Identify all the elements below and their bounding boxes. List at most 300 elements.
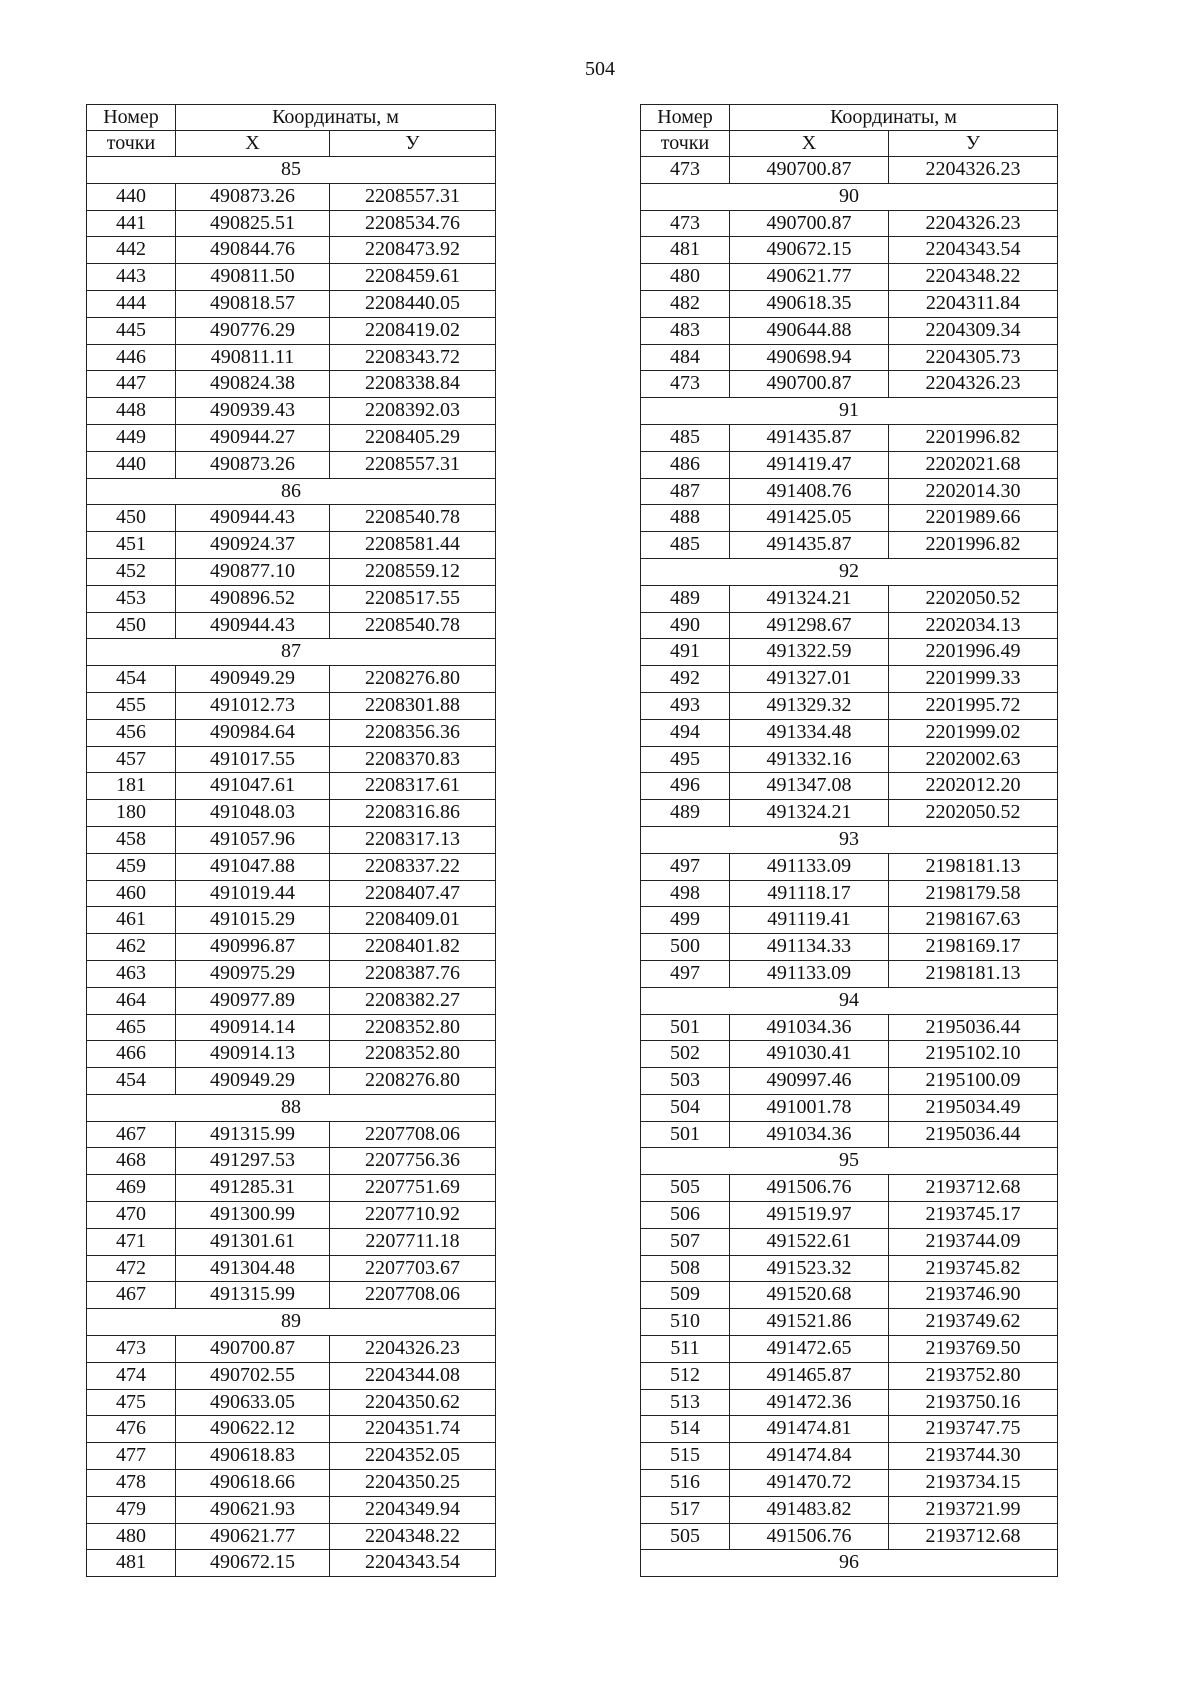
table-row [87,424,496,451]
table-row [641,1523,1058,1550]
point-number-header-line2: точки [641,131,730,157]
table-row [641,907,1058,934]
x-coordinate-cell: 491047.88 [176,853,330,880]
table-row [641,1389,1058,1416]
x-coordinate-cell: 491301.61 [176,1228,330,1255]
table-row [641,639,1058,666]
point-number-cell: 468 [87,1148,176,1175]
x-coordinate-cell: 491483.82 [730,1496,889,1523]
point-number-cell: 472 [87,1255,176,1282]
x-coordinate-cell: 490621.77 [730,264,889,291]
y-coordinate-cell: 2198181.13 [889,853,1058,880]
x-coordinate-cell: 490644.88 [730,317,889,344]
table-row [641,210,1058,237]
y-coordinate-cell: 2193745.17 [889,1202,1058,1229]
y-coordinate-cell: 2204309.34 [889,317,1058,344]
y-coordinate-cell: 2208540.78 [330,505,496,532]
point-number-cell: 489 [641,585,730,612]
point-number-cell: 498 [641,880,730,907]
x-coordinate-cell: 491315.99 [176,1282,330,1309]
y-coordinate-cell: 2204350.62 [330,1389,496,1416]
table-row [87,934,496,961]
table-row [641,773,1058,800]
x-coordinate-cell: 491324.21 [730,800,889,827]
x-coordinate-cell: 490622.12 [176,1416,330,1443]
point-number-cell: 479 [87,1496,176,1523]
point-number-cell: 487 [641,478,730,505]
x-coordinate-cell: 490700.87 [730,371,889,398]
table-row [87,1496,496,1523]
table-row [641,612,1058,639]
point-number-cell: 501 [641,1121,730,1148]
point-number-cell: 510 [641,1309,730,1336]
table-row [641,264,1058,291]
point-number-cell: 454 [87,1068,176,1095]
point-number-cell: 501 [641,1014,730,1041]
x-coordinate-cell: 491474.81 [730,1416,889,1443]
table-row [87,1336,496,1363]
y-coordinate-cell: 2208392.03 [330,398,496,425]
table-row [641,800,1058,827]
point-number-cell: 440 [87,451,176,478]
y-coordinate-cell: 2208440.05 [330,290,496,317]
point-number-cell: 471 [87,1228,176,1255]
y-coordinate-cell: 2201996.82 [889,532,1058,559]
y-coordinate-cell: 2208316.86 [330,800,496,827]
point-number-cell: 458 [87,826,176,853]
point-number-cell: 494 [641,719,730,746]
table-row [641,290,1058,317]
table-row [641,237,1058,264]
point-number-cell: 513 [641,1389,730,1416]
table-row [87,746,496,773]
point-number-cell: 481 [87,1550,176,1577]
point-number-cell: 475 [87,1389,176,1416]
x-coordinate-cell: 491285.31 [176,1175,330,1202]
table-row [87,692,496,719]
y-coordinate-cell: 2193744.30 [889,1443,1058,1470]
point-number-header-line1: Номер [87,105,176,131]
x-coordinate-cell: 491523.32 [730,1255,889,1282]
y-coordinate-cell: 2208559.12 [330,558,496,585]
y-coordinate-cell: 2193712.68 [889,1523,1058,1550]
x-coordinate-cell: 490873.26 [176,451,330,478]
table-row [641,157,1058,184]
table-row [641,1228,1058,1255]
point-number-cell: 515 [641,1443,730,1470]
x-coordinate-cell: 491521.86 [730,1309,889,1336]
table-row [87,1523,496,1550]
table-body [87,157,496,1577]
x-coordinate-cell: 491435.87 [730,424,889,451]
y-coordinate-cell: 2204349.94 [330,1496,496,1523]
y-coordinate-cell: 2208301.88 [330,692,496,719]
point-number-cell: 450 [87,612,176,639]
x-header: X [176,131,330,157]
table-row [87,317,496,344]
point-number-cell: 512 [641,1362,730,1389]
table-row [87,237,496,264]
point-number-cell: 504 [641,1094,730,1121]
x-coordinate-cell: 491017.55 [176,746,330,773]
section-row [87,1094,496,1121]
y-coordinate-cell: 2208534.76 [330,210,496,237]
x-coordinate-cell: 491118.17 [730,880,889,907]
point-number-cell: 496 [641,773,730,800]
section-row [87,157,496,184]
point-number-header-line2: точки [87,131,176,157]
table-row [87,1362,496,1389]
table-row [87,800,496,827]
table-row [641,1309,1058,1336]
section-number: 88 [87,1094,496,1121]
table-row [87,1470,496,1497]
x-coordinate-cell: 490621.93 [176,1496,330,1523]
x-coordinate-cell: 491327.01 [730,666,889,693]
point-number-cell: 447 [87,371,176,398]
point-number-cell: 467 [87,1121,176,1148]
table-row [87,987,496,1014]
x-coordinate-cell: 490939.43 [176,398,330,425]
y-coordinate-cell: 2204326.23 [330,1336,496,1363]
table-row [87,907,496,934]
point-number-cell: 509 [641,1282,730,1309]
x-coordinate-cell: 490702.55 [176,1362,330,1389]
point-number-cell: 455 [87,692,176,719]
table-row [641,317,1058,344]
table-row [641,1202,1058,1229]
y-coordinate-cell: 2204350.25 [330,1470,496,1497]
x-coordinate-cell: 490672.15 [176,1550,330,1577]
section-number: 86 [87,478,496,505]
table-row [87,1550,496,1577]
section-number: 95 [641,1148,1058,1175]
table-row [87,505,496,532]
table-row [87,585,496,612]
x-coordinate-cell: 491048.03 [176,800,330,827]
y-coordinate-cell: 2195102.10 [889,1041,1058,1068]
x-coordinate-cell: 490924.37 [176,532,330,559]
point-number-cell: 514 [641,1416,730,1443]
x-coordinate-cell: 490873.26 [176,183,330,210]
y-coordinate-cell: 2208343.72 [330,344,496,371]
y-coordinate-cell: 2208352.80 [330,1014,496,1041]
x-coordinate-cell: 491472.36 [730,1389,889,1416]
x-coordinate-cell: 491133.09 [730,960,889,987]
x-coordinate-cell: 491472.65 [730,1336,889,1363]
y-coordinate-cell: 2193712.68 [889,1175,1058,1202]
section-number: 89 [87,1309,496,1336]
x-coordinate-cell: 491347.08 [730,773,889,800]
point-number-cell: 516 [641,1470,730,1497]
table-row [641,1282,1058,1309]
y-coordinate-cell: 2208459.61 [330,264,496,291]
y-coordinate-cell: 2193750.16 [889,1389,1058,1416]
point-number-cell: 474 [87,1362,176,1389]
point-number-cell: 473 [641,210,730,237]
table-row [87,773,496,800]
y-coordinate-cell: 2198167.63 [889,907,1058,934]
x-coordinate-cell: 490825.51 [176,210,330,237]
point-number-cell: 443 [87,264,176,291]
section-row [641,1550,1058,1577]
x-coordinate-cell: 491419.47 [730,451,889,478]
table-row [87,826,496,853]
x-coordinate-cell: 491019.44 [176,880,330,907]
point-number-cell: 490 [641,612,730,639]
point-number-cell: 460 [87,880,176,907]
x-coordinate-cell: 490700.87 [176,1336,330,1363]
table-row [87,1068,496,1095]
table-row [641,960,1058,987]
point-number-cell: 473 [641,371,730,398]
table-row [87,1416,496,1443]
y-coordinate-cell: 2198169.17 [889,934,1058,961]
point-number-cell: 456 [87,719,176,746]
x-coordinate-cell: 491034.36 [730,1121,889,1148]
x-coordinate-cell: 490618.66 [176,1470,330,1497]
y-coordinate-cell: 2208540.78 [330,612,496,639]
point-number-cell: 459 [87,853,176,880]
table-row [87,1228,496,1255]
y-coordinate-cell: 2208317.61 [330,773,496,800]
point-number-cell: 476 [87,1416,176,1443]
x-coordinate-cell: 490977.89 [176,987,330,1014]
x-coordinate-cell: 490618.35 [730,290,889,317]
y-header: У [889,131,1058,157]
table-row [87,210,496,237]
x-coordinate-cell: 490698.94 [730,344,889,371]
table-row [641,666,1058,693]
table-row [641,1416,1058,1443]
table-row [87,1443,496,1470]
y-coordinate-cell: 2208407.47 [330,880,496,907]
table-row [87,451,496,478]
point-number-cell: 454 [87,666,176,693]
x-coordinate-cell: 491470.72 [730,1470,889,1497]
point-number-cell: 505 [641,1175,730,1202]
y-coordinate-cell: 2198181.13 [889,960,1058,987]
x-coordinate-cell: 491520.68 [730,1282,889,1309]
x-coordinate-cell: 490914.13 [176,1041,330,1068]
point-number-cell: 181 [87,773,176,800]
point-number-cell: 484 [641,344,730,371]
y-coordinate-cell: 2208473.92 [330,237,496,264]
table-row [641,1094,1058,1121]
x-coordinate-cell: 490975.29 [176,960,330,987]
y-coordinate-cell: 2202034.13 [889,612,1058,639]
y-coordinate-cell: 2201999.02 [889,719,1058,746]
point-number-cell: 465 [87,1014,176,1041]
point-number-cell: 473 [87,1336,176,1363]
section-number: 93 [641,826,1058,853]
y-coordinate-cell: 2207710.92 [330,1202,496,1229]
y-coordinate-cell: 2204351.74 [330,1416,496,1443]
table-row [87,344,496,371]
x-coordinate-cell: 490944.43 [176,505,330,532]
x-coordinate-cell: 491012.73 [176,692,330,719]
y-coordinate-cell: 2208370.83 [330,746,496,773]
table-row [641,1014,1058,1041]
point-number-cell: 505 [641,1523,730,1550]
table-row [87,183,496,210]
section-row [641,826,1058,853]
table-row [87,371,496,398]
point-number-header-line1: Номер [641,105,730,131]
y-coordinate-cell: 2202014.30 [889,478,1058,505]
table-row [641,1470,1058,1497]
point-number-cell: 480 [641,264,730,291]
point-number-cell: 467 [87,1282,176,1309]
y-coordinate-cell: 2208517.55 [330,585,496,612]
section-row [87,478,496,505]
section-number: 96 [641,1550,1058,1577]
x-coordinate-cell: 491057.96 [176,826,330,853]
point-number-cell: 453 [87,585,176,612]
y-coordinate-cell: 2202050.52 [889,585,1058,612]
table-row [87,1041,496,1068]
table-row [641,692,1058,719]
x-coordinate-cell: 491034.36 [730,1014,889,1041]
x-coordinate-cell: 490949.29 [176,1068,330,1095]
x-coordinate-cell: 490818.57 [176,290,330,317]
point-number-cell: 477 [87,1443,176,1470]
y-coordinate-cell: 2208557.31 [330,183,496,210]
point-number-cell: 507 [641,1228,730,1255]
y-coordinate-cell: 2208317.13 [330,826,496,853]
x-coordinate-cell: 490618.83 [176,1443,330,1470]
y-coordinate-cell: 2193746.90 [889,1282,1058,1309]
table-row [87,290,496,317]
point-number-cell: 446 [87,344,176,371]
point-number-cell: 473 [641,157,730,184]
y-coordinate-cell: 2208557.31 [330,451,496,478]
x-coordinate-cell: 491133.09 [730,853,889,880]
y-coordinate-cell: 2204326.23 [889,371,1058,398]
y-coordinate-cell: 2208409.01 [330,907,496,934]
page-number: 504 [585,58,615,80]
y-coordinate-cell: 2195036.44 [889,1014,1058,1041]
point-number-cell: 503 [641,1068,730,1095]
point-number-cell: 180 [87,800,176,827]
x-coordinate-cell: 491465.87 [730,1362,889,1389]
table-row [641,344,1058,371]
x-coordinate-cell: 490944.27 [176,424,330,451]
y-coordinate-cell: 2208382.27 [330,987,496,1014]
x-coordinate-cell: 490844.76 [176,237,330,264]
table-row [641,1121,1058,1148]
x-coordinate-cell: 490914.14 [176,1014,330,1041]
x-coordinate-cell: 491522.61 [730,1228,889,1255]
point-number-cell: 502 [641,1041,730,1068]
x-coordinate-cell: 491047.61 [176,773,330,800]
section-row [87,1309,496,1336]
y-coordinate-cell: 2208387.76 [330,960,496,987]
y-coordinate-cell: 2193749.62 [889,1309,1058,1336]
point-number-cell: 466 [87,1041,176,1068]
y-coordinate-cell: 2208401.82 [330,934,496,961]
point-number-cell: 442 [87,237,176,264]
y-coordinate-cell: 2204326.23 [889,210,1058,237]
table-row [87,612,496,639]
y-coordinate-cell: 2193747.75 [889,1416,1058,1443]
table-row [87,264,496,291]
x-coordinate-cell: 491298.67 [730,612,889,639]
table-row [87,532,496,559]
x-coordinate-cell: 491119.41 [730,907,889,934]
section-number: 91 [641,398,1058,425]
point-number-cell: 506 [641,1202,730,1229]
table-row [87,1282,496,1309]
y-coordinate-cell: 2193769.50 [889,1336,1058,1363]
x-coordinate-cell: 491435.87 [730,532,889,559]
point-number-cell: 492 [641,666,730,693]
x-coordinate-cell: 491322.59 [730,639,889,666]
table-row [641,478,1058,505]
point-number-cell: 450 [87,505,176,532]
y-coordinate-cell: 2204352.05 [330,1443,496,1470]
x-coordinate-cell: 490949.29 [176,666,330,693]
x-coordinate-cell: 490824.38 [176,371,330,398]
point-number-cell: 483 [641,317,730,344]
point-number-cell: 445 [87,317,176,344]
x-coordinate-cell: 490877.10 [176,558,330,585]
y-coordinate-cell: 2207751.69 [330,1175,496,1202]
table-row [641,1336,1058,1363]
section-number: 92 [641,558,1058,585]
section-row [87,639,496,666]
y-coordinate-cell: 2195034.49 [889,1094,1058,1121]
y-coordinate-cell: 2208356.36 [330,719,496,746]
x-coordinate-cell: 491304.48 [176,1255,330,1282]
point-number-cell: 508 [641,1255,730,1282]
y-coordinate-cell: 2208405.29 [330,424,496,451]
point-number-cell: 500 [641,934,730,961]
y-coordinate-cell: 2201999.33 [889,666,1058,693]
point-number-cell: 444 [87,290,176,317]
table-row [87,1014,496,1041]
x-coordinate-cell: 490997.46 [730,1068,889,1095]
point-number-cell: 470 [87,1202,176,1229]
y-coordinate-cell: 2204311.84 [889,290,1058,317]
y-coordinate-cell: 2198179.58 [889,880,1058,907]
table-row [641,585,1058,612]
x-coordinate-cell: 490633.05 [176,1389,330,1416]
table-row [641,451,1058,478]
point-number-cell: 449 [87,424,176,451]
table-row [641,934,1058,961]
x-coordinate-cell: 491506.76 [730,1523,889,1550]
coordinates-header: Координаты, м [176,105,496,131]
section-row [641,398,1058,425]
coordinates-table-left [86,104,496,1577]
y-coordinate-cell: 2204326.23 [889,157,1058,184]
coordinates-header: Координаты, м [730,105,1058,131]
x-coordinate-cell: 490944.43 [176,612,330,639]
table-row [87,666,496,693]
section-number: 90 [641,183,1058,210]
x-coordinate-cell: 490700.87 [730,210,889,237]
x-coordinate-cell: 490776.29 [176,317,330,344]
table-row [641,371,1058,398]
x-coordinate-cell: 491315.99 [176,1121,330,1148]
y-coordinate-cell: 2207708.06 [330,1282,496,1309]
y-coordinate-cell: 2208276.80 [330,666,496,693]
point-number-cell: 485 [641,532,730,559]
x-coordinate-cell: 490896.52 [176,585,330,612]
point-number-cell: 495 [641,746,730,773]
x-coordinate-cell: 491425.05 [730,505,889,532]
